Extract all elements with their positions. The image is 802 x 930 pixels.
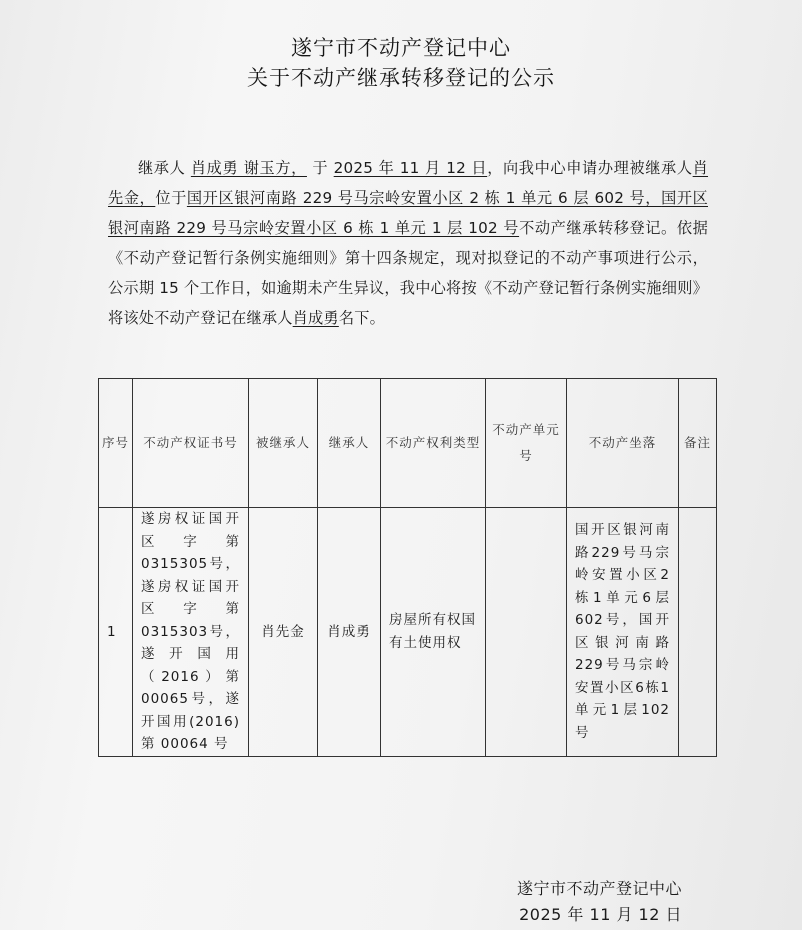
table-header-row [99, 379, 717, 508]
document-title-org: 遂宁市不动产登记中心 [291, 36, 511, 60]
heirs-name: 肖成勇 谢玉方， [190, 159, 307, 177]
col-header-no: 序号 [99, 379, 133, 508]
announcement-body [108, 153, 708, 333]
col-header-heir: 继承人 [318, 379, 381, 508]
document-title: 关于不动产继承转移登记的公示 [247, 66, 555, 90]
col-header-remark: 备注 [679, 379, 717, 508]
body-text-heir-prefix: 继承人 [138, 159, 186, 177]
cell-no: 1 [99, 508, 133, 757]
application-date: 2025 年 11 月 12 日 [333, 159, 488, 177]
col-header-location: 不动产坐落 [567, 379, 679, 508]
body-text-legal-basis: 不动产继承转移登记。依据《不动产登记暂行条例实施细则》第十四条规定，现对拟登记的不动产事项进行公示，公示期 15 个工作日，如逾期未产生异议，我中心将按《不动产登记暂行条例实施细则》将该处不动产登记在继承人 [108, 219, 708, 327]
final-heir-name: 肖成勇 [292, 309, 339, 327]
body-text-date-prefix: 于 [312, 159, 329, 177]
body-text-ending: 名下。 [338, 309, 385, 327]
signature-date: 2025 年 11 月 12 日 [519, 905, 682, 924]
cell-unit-no [486, 508, 567, 757]
body-text-apply: ，向我中心申请办理被继承人 [487, 159, 693, 177]
body-text-located: 位于 [155, 189, 187, 207]
property-table [98, 378, 717, 757]
cell-location: 国开区银河南路229号马宗岭安置小区2栋1单元6层602号，国开区银河南路229号马宗岭安置小区6栋1单元1层102号 [567, 508, 679, 757]
cell-right-type: 房屋所有权国有土使用权 [381, 508, 486, 757]
cell-heir: 肖成勇 [318, 508, 381, 757]
property-address-1: 国开区银河南路 229 号马宗岭安置小区 2 栋 1 单元 6 层 602 号， [186, 189, 662, 207]
col-header-decedent: 被继承人 [249, 379, 318, 508]
signature-org: 遂宁市不动产登记中心 [516, 879, 682, 898]
property-address-2: 国开区银河南路 229 号马宗岭安置小区 6 栋 1 单元 1 层 102 号 [108, 189, 708, 237]
cell-decedent: 肖先金 [249, 508, 318, 757]
col-header-unit-no: 不动产单元号 [486, 379, 567, 508]
cell-remark [679, 508, 717, 757]
col-header-cert: 不动产权证书号 [133, 379, 249, 508]
col-header-right-type: 不动产权利类型 [381, 379, 486, 508]
cell-cert: 遂房权证国开区字第0315305号，遂房权证国开区字第0315303号，遂开国用（2016）第00065号，遂开国用(2016)第 00064 号 [133, 508, 249, 757]
decedent-name: 肖先金， [108, 159, 709, 207]
table-row [99, 508, 717, 757]
